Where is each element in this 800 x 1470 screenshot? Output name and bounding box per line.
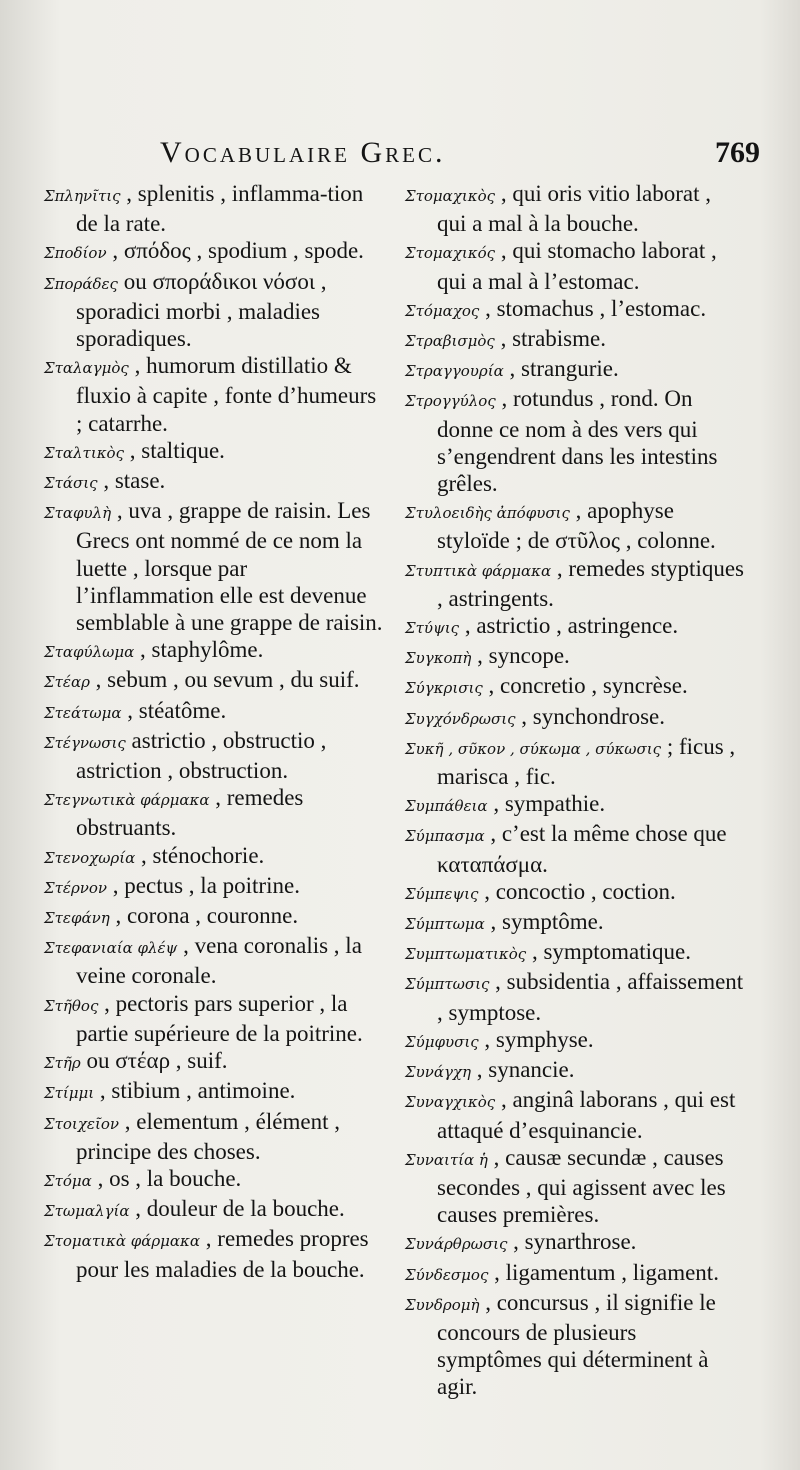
greek-headword: Συκῆ , σῦκον , σύκωμα , σύκωσις <box>405 739 662 758</box>
greek-headword: Συνδρομὴ <box>405 1295 480 1314</box>
entry-definition: , stéatôme. <box>121 697 227 723</box>
dictionary-entry <box>405 497 745 554</box>
greek-headword: Συναγχικὸς <box>405 1093 496 1112</box>
dictionary-entry <box>405 180 745 237</box>
greek-headword: Στωμαλγία <box>44 1202 130 1221</box>
entry-definition: , qui oris vitio laborat , qui a mal à la bouche. <box>437 181 711 237</box>
dictionary-entry <box>405 968 745 1025</box>
dictionary-entry <box>44 636 384 666</box>
page-number: 769 <box>715 136 760 169</box>
entry-definition: , stibium , antimoine. <box>94 1078 296 1104</box>
entry-definition: , synarthrose. <box>507 1229 637 1255</box>
entry-definition: , symphyse. <box>478 1026 594 1052</box>
dictionary-entry <box>405 1289 745 1401</box>
page-header <box>40 136 760 176</box>
dictionary-entry <box>405 790 745 820</box>
dictionary-entry <box>44 784 384 841</box>
entry-definition: , subsidentia , affaissement , symptose. <box>437 969 744 1025</box>
entry-definition: , concursus , il signifie le concours de plusieurs symptômes qui déterminent à agir. <box>437 1289 716 1400</box>
entry-definition: , rotundus , rond. On donne ce nom à des vers qui s’engendrent dans les intestins grêles. <box>437 386 718 497</box>
left-column <box>44 180 384 1283</box>
greek-headword: Σύνδεσμος <box>405 1265 489 1284</box>
dictionary-entry <box>44 1165 384 1195</box>
dictionary-entry <box>44 697 384 727</box>
entry-definition: , douleur de la bouche. <box>129 1196 345 1222</box>
dictionary-entry <box>44 990 384 1047</box>
entry-definition: , os , la bouche. <box>91 1165 242 1191</box>
greek-headword: Σύμπασμα <box>405 827 485 846</box>
entry-definition: , splenitis , inflamma-tion de la rate. <box>76 181 364 237</box>
greek-headword: Σταφυλὴ <box>44 504 112 523</box>
entry-definition: , pectoris pars superior , la partie supérieure de la poitrine. <box>76 990 363 1046</box>
dictionary-entry <box>44 842 384 872</box>
entry-definition: , remedes propres pour les maladies de la bouche. <box>76 1226 369 1282</box>
greek-headword: Στόμαχος <box>405 301 480 320</box>
greek-headword: Στεγνωτικὰ φάρμακα <box>44 791 210 810</box>
greek-headword: Συγχόνδρωσις <box>405 709 516 728</box>
dictionary-entry <box>44 932 384 989</box>
greek-headword: Στεάτωμα <box>44 703 122 722</box>
entry-definition: , anginâ laborans , qui est attaqué d’esquinancie. <box>437 1087 736 1143</box>
greek-headword: Συναιτία ἡ <box>405 1150 488 1169</box>
dictionary-entry <box>405 612 745 642</box>
greek-headword: Συγκοπὴ <box>405 649 472 668</box>
dictionary-entry <box>44 1195 384 1225</box>
dictionary-entry <box>405 237 745 294</box>
entry-definition: astrictio , obstructio , astriction , obstruction. <box>76 727 327 784</box>
entry-definition: , vena coronalis , la veine coronale. <box>76 933 362 989</box>
entry-definition: ; ficus , marisca , fic. <box>437 733 736 790</box>
dictionary-entry <box>405 385 745 497</box>
dictionary-entry <box>44 437 384 467</box>
greek-headword: Σποράδες <box>44 274 118 293</box>
greek-headword: Στῆθος <box>44 996 99 1015</box>
entry-definition: , sympathie. <box>487 791 606 817</box>
greek-headword: Στρογγύλος <box>405 392 496 411</box>
greek-headword: Σύμφυσις <box>405 1032 479 1051</box>
entry-definition: , strangurie. <box>503 356 619 382</box>
dictionary-entry <box>405 1086 745 1143</box>
entry-definition: , stomachus , l’estomac. <box>479 295 707 321</box>
entry-definition: , synancie. <box>471 1057 575 1083</box>
dictionary-entry <box>405 555 745 612</box>
greek-headword: Στομαχικὸς <box>405 187 496 205</box>
dictionary-entry <box>44 237 384 267</box>
greek-headword: Συνάρθρωσις <box>405 1235 508 1254</box>
dictionary-entry <box>44 1047 384 1077</box>
dictionary-entry <box>44 872 384 902</box>
entry-definition: , humorum distillatio & fluxio à capite , fonte d’humeurs ; catarrhe. <box>76 353 377 436</box>
greek-headword: Συμπάθεια <box>405 797 488 816</box>
greek-headword: Στοιχεῖον <box>44 1114 119 1133</box>
greek-headword: Στενοχωρία <box>44 848 136 867</box>
greek-headword: Σταφύλωμα <box>44 643 135 662</box>
dictionary-entry <box>405 908 745 938</box>
entry-definition: , uva , grappe de raisin. Les Grecs ont nommé de ce nom la luette , lorsque par l’inflammation elle est devenue semblable à une grappe de raisin. <box>76 498 383 636</box>
dictionary-entry <box>44 268 384 353</box>
entry-definition: , concretio , syncrèse. <box>482 673 688 699</box>
dictionary-entry <box>44 666 384 696</box>
entry-definition: , symptôme. <box>484 909 604 935</box>
entry-definition: , staphylôme. <box>134 637 264 663</box>
greek-headword: Συνάγχη <box>405 1063 472 1082</box>
greek-headword: Σπληνῖτις <box>44 187 121 205</box>
entry-definition: , elementum , élément , principe des choses. <box>76 1108 340 1164</box>
entry-definition: , stase. <box>97 468 166 494</box>
right-column <box>405 180 745 1401</box>
entry-definition: , remedes styptiques , astringents. <box>437 555 744 611</box>
dictionary-entry <box>405 355 745 385</box>
greek-headword: Συμπτωματικὸς <box>405 945 527 964</box>
entry-definition: , staltique. <box>124 437 225 463</box>
entry-definition: , ligamentum , ligament. <box>488 1259 719 1285</box>
entry-definition: , apophyse styloïde ; de στῦλος , colonne. <box>437 498 716 554</box>
greek-headword: Σταλαγμὸς <box>44 359 129 378</box>
dictionary-entry <box>405 1026 745 1056</box>
dictionary-entry <box>44 727 384 784</box>
greek-headword: Σύγκρισις <box>405 679 483 698</box>
entry-definition: , corona , couronne. <box>109 903 299 929</box>
greek-headword: Σποδίον <box>44 244 107 263</box>
dictionary-entry <box>405 733 745 790</box>
dictionary-entry <box>44 497 384 636</box>
greek-headword: Στίμμι <box>44 1084 95 1103</box>
dictionary-entry <box>44 1225 384 1282</box>
entry-definition: , concoctio , coction. <box>478 878 676 904</box>
dictionary-entry <box>405 878 745 908</box>
entry-definition: , astrictio , astringence. <box>459 613 679 639</box>
entry-definition: , c’est la même chose que καταπάσμα. <box>437 821 727 877</box>
entry-definition: , pectus , la poitrine. <box>107 872 300 898</box>
greek-headword: Στάσις <box>44 474 98 493</box>
greek-headword: Στόμα <box>44 1171 92 1190</box>
greek-headword: Στέγνωσις <box>44 733 126 752</box>
dictionary-entry <box>44 467 384 497</box>
dictionary-entry <box>44 352 384 437</box>
greek-headword: Σταλτικὸς <box>44 443 124 462</box>
dictionary-entry <box>44 1108 384 1165</box>
entry-definition: , σπόδος , spodium , spode. <box>106 238 364 264</box>
dictionary-entry <box>405 672 745 702</box>
entry-definition: ou στέαρ , suif. <box>80 1048 228 1074</box>
greek-headword: Στεφανιαία φλέψ <box>44 939 178 958</box>
entry-definition: , syncope. <box>471 643 570 669</box>
dictionary-entry <box>405 295 745 325</box>
entry-definition: , remedes obstruants. <box>76 785 304 841</box>
greek-headword: Σύμπτωσις <box>405 975 490 994</box>
greek-headword: Στύψις <box>405 619 460 638</box>
greek-headword: Στέαρ <box>44 673 90 692</box>
greek-headword: Στῆρ <box>44 1054 81 1073</box>
entry-definition: , strabisme. <box>494 326 606 352</box>
entry-definition: , sebum , ou sevum , du suif. <box>89 667 360 693</box>
greek-headword: Σύμπεψις <box>405 884 479 903</box>
dictionary-entry <box>405 642 745 672</box>
dictionary-entry <box>44 180 384 237</box>
greek-headword: Στραβισμὸς <box>405 332 495 351</box>
greek-headword: Στέρνον <box>44 878 108 897</box>
dictionary-entry <box>405 325 745 355</box>
dictionary-entry <box>405 1228 745 1258</box>
dictionary-entry <box>405 820 745 877</box>
dictionary-entry <box>405 1056 745 1086</box>
entry-definition: , symptomatique. <box>526 939 692 965</box>
greek-headword: Στοματικὰ φάρμακα <box>44 1232 201 1251</box>
dictionary-entry <box>44 902 384 932</box>
entry-definition: , sténochorie. <box>135 842 265 868</box>
greek-headword: Στραγγουρία <box>405 362 504 381</box>
entry-definition: ou σποράδικοι νόσοι , sporadici morbi , maladies sporadiques. <box>76 268 327 352</box>
entry-definition: , causæ secundæ , causes secondes , qui agissent avec les causes premières. <box>437 1144 726 1228</box>
dictionary-entry <box>405 938 745 968</box>
dictionary-entry <box>405 703 745 733</box>
dictionary-entry <box>44 1077 384 1107</box>
greek-headword: Στομαχικός <box>405 244 496 263</box>
greek-headword: Στεφάνη <box>44 909 110 928</box>
running-title: Vocabulaire Grec. <box>160 136 446 169</box>
greek-headword: Σύμπτωμα <box>405 915 485 934</box>
greek-headword: Στυλοειδὴς ἀπόφυσις <box>405 504 570 523</box>
dictionary-entry <box>405 1144 745 1229</box>
entry-definition: , synchondrose. <box>515 703 666 729</box>
greek-headword: Στυπτικὰ φάρμακα <box>405 561 552 580</box>
dictionary-entry <box>405 1259 745 1289</box>
entry-definition: , qui stomacho laborat , qui a mal à l’estomac. <box>437 238 717 294</box>
